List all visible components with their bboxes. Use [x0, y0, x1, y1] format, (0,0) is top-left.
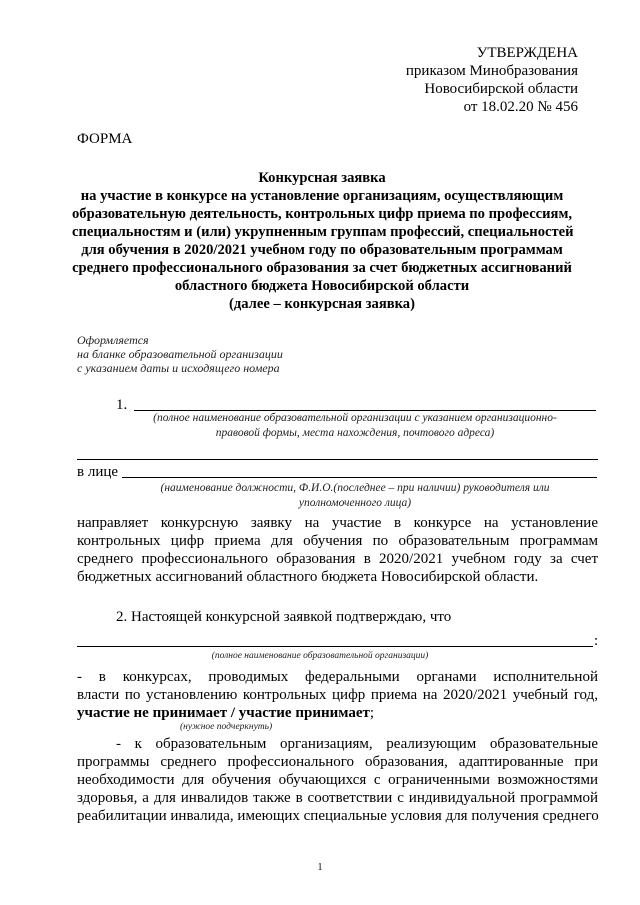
- bullet-2-line: - к образовательным организациям, реализующим образовательные: [116, 736, 598, 752]
- title-line: областного бюджета Новосибирской области: [174, 278, 470, 294]
- caption-line: правовой формы, места нахождения, почтового адреса): [215, 427, 495, 439]
- colon: :: [594, 633, 599, 649]
- note-line: на бланке образовательной организации: [77, 347, 283, 361]
- approval-line: УТВЕРЖДЕНА: [476, 45, 578, 61]
- person-caption: [110, 481, 600, 511]
- approval-line: Новосибирской области: [424, 81, 578, 97]
- caption-line: уполномоченного лица): [298, 497, 412, 509]
- body-line: направляет конкурсную заявку на участие в конкурсе на установление: [77, 515, 598, 531]
- bullet-1-line: - в конкурсах, проводимых федеральными органами исполнительной: [77, 669, 598, 685]
- title-line: среднего профессионального образования за счет бюджетных ассигнований: [72, 260, 572, 276]
- note-line: с указанием даты и исходящего номера: [77, 361, 280, 375]
- item-2-intro: 2. Настоящей конкурсной заявкой подтверждаю, что: [116, 609, 452, 625]
- approval-line: от 18.02.20 № 456: [463, 99, 578, 115]
- participation-choice-line: [77, 704, 374, 722]
- approval-stamp: [400, 44, 578, 116]
- underline-note: (нужное подчеркнуть): [180, 722, 273, 732]
- bullet-1-line: власти по установлению контрольных цифр приема на 2020/2021 учебный год,: [77, 687, 598, 703]
- letterhead-note: [77, 333, 283, 375]
- item-1-number: 1.: [116, 397, 128, 413]
- caption-line: (наименование должности, Ф.И.О.(последнее – при наличии) руководителя или: [160, 482, 550, 494]
- bullet-2-line: реабилитации инвалида, имеющих специальные условия для получения среднего: [77, 808, 599, 824]
- choice-end: ;: [369, 705, 375, 721]
- body-line: контрольных цифр приема для обучения по образовательным программам: [77, 533, 598, 549]
- form-label: ФОРМА: [77, 131, 133, 147]
- title-line: специальностям и (или) укрупненным группам профессий, специальностей: [72, 224, 574, 240]
- org-name-blank-continued[interactable]: [77, 459, 598, 460]
- org-blank[interactable]: [77, 646, 593, 647]
- participation-choice[interactable]: участие не принимает / участие принимает: [77, 705, 370, 721]
- document-title: [72, 169, 572, 313]
- bullet-2-line: необходимости для обучения обучающихся с ограниченными возможностями: [77, 772, 598, 788]
- body-line: среднего профессионального образования в 2020/2021 учебном году за счет: [77, 551, 598, 567]
- title-line: Конкурсная заявка: [258, 170, 386, 186]
- title-line: на участие в конкурсе на установление организациям, осуществляющим: [80, 188, 564, 204]
- in-person-label: в лице: [77, 464, 119, 480]
- title-line: для обучения в 2020/2021 учебном году по образовательным программам: [81, 242, 563, 258]
- title-line: образовательную деятельность, контрольных цифр приема по профессиям,: [72, 206, 573, 222]
- org-name-caption: [110, 411, 600, 441]
- person-blank[interactable]: [122, 477, 597, 478]
- approval-line: приказом Минобразования: [405, 63, 578, 79]
- bullet-2-line: здоровья, а для инвалидов также в соответствии с индивидуальной программой: [77, 790, 598, 806]
- note-line: Оформляется: [77, 333, 149, 347]
- page-number: 1: [317, 862, 323, 873]
- title-line: (далее – конкурсная заявка): [229, 296, 415, 312]
- org-caption: (полное наименование образовательной организации): [211, 651, 429, 661]
- caption-line: (полное наименование образовательной организации с указанием организационно-: [153, 412, 557, 424]
- body-line: бюджетных ассигнований областного бюджета Новосибирской области.: [77, 569, 539, 585]
- bullet-2-line: программы среднего профессионального образования, адаптированные при: [77, 754, 598, 770]
